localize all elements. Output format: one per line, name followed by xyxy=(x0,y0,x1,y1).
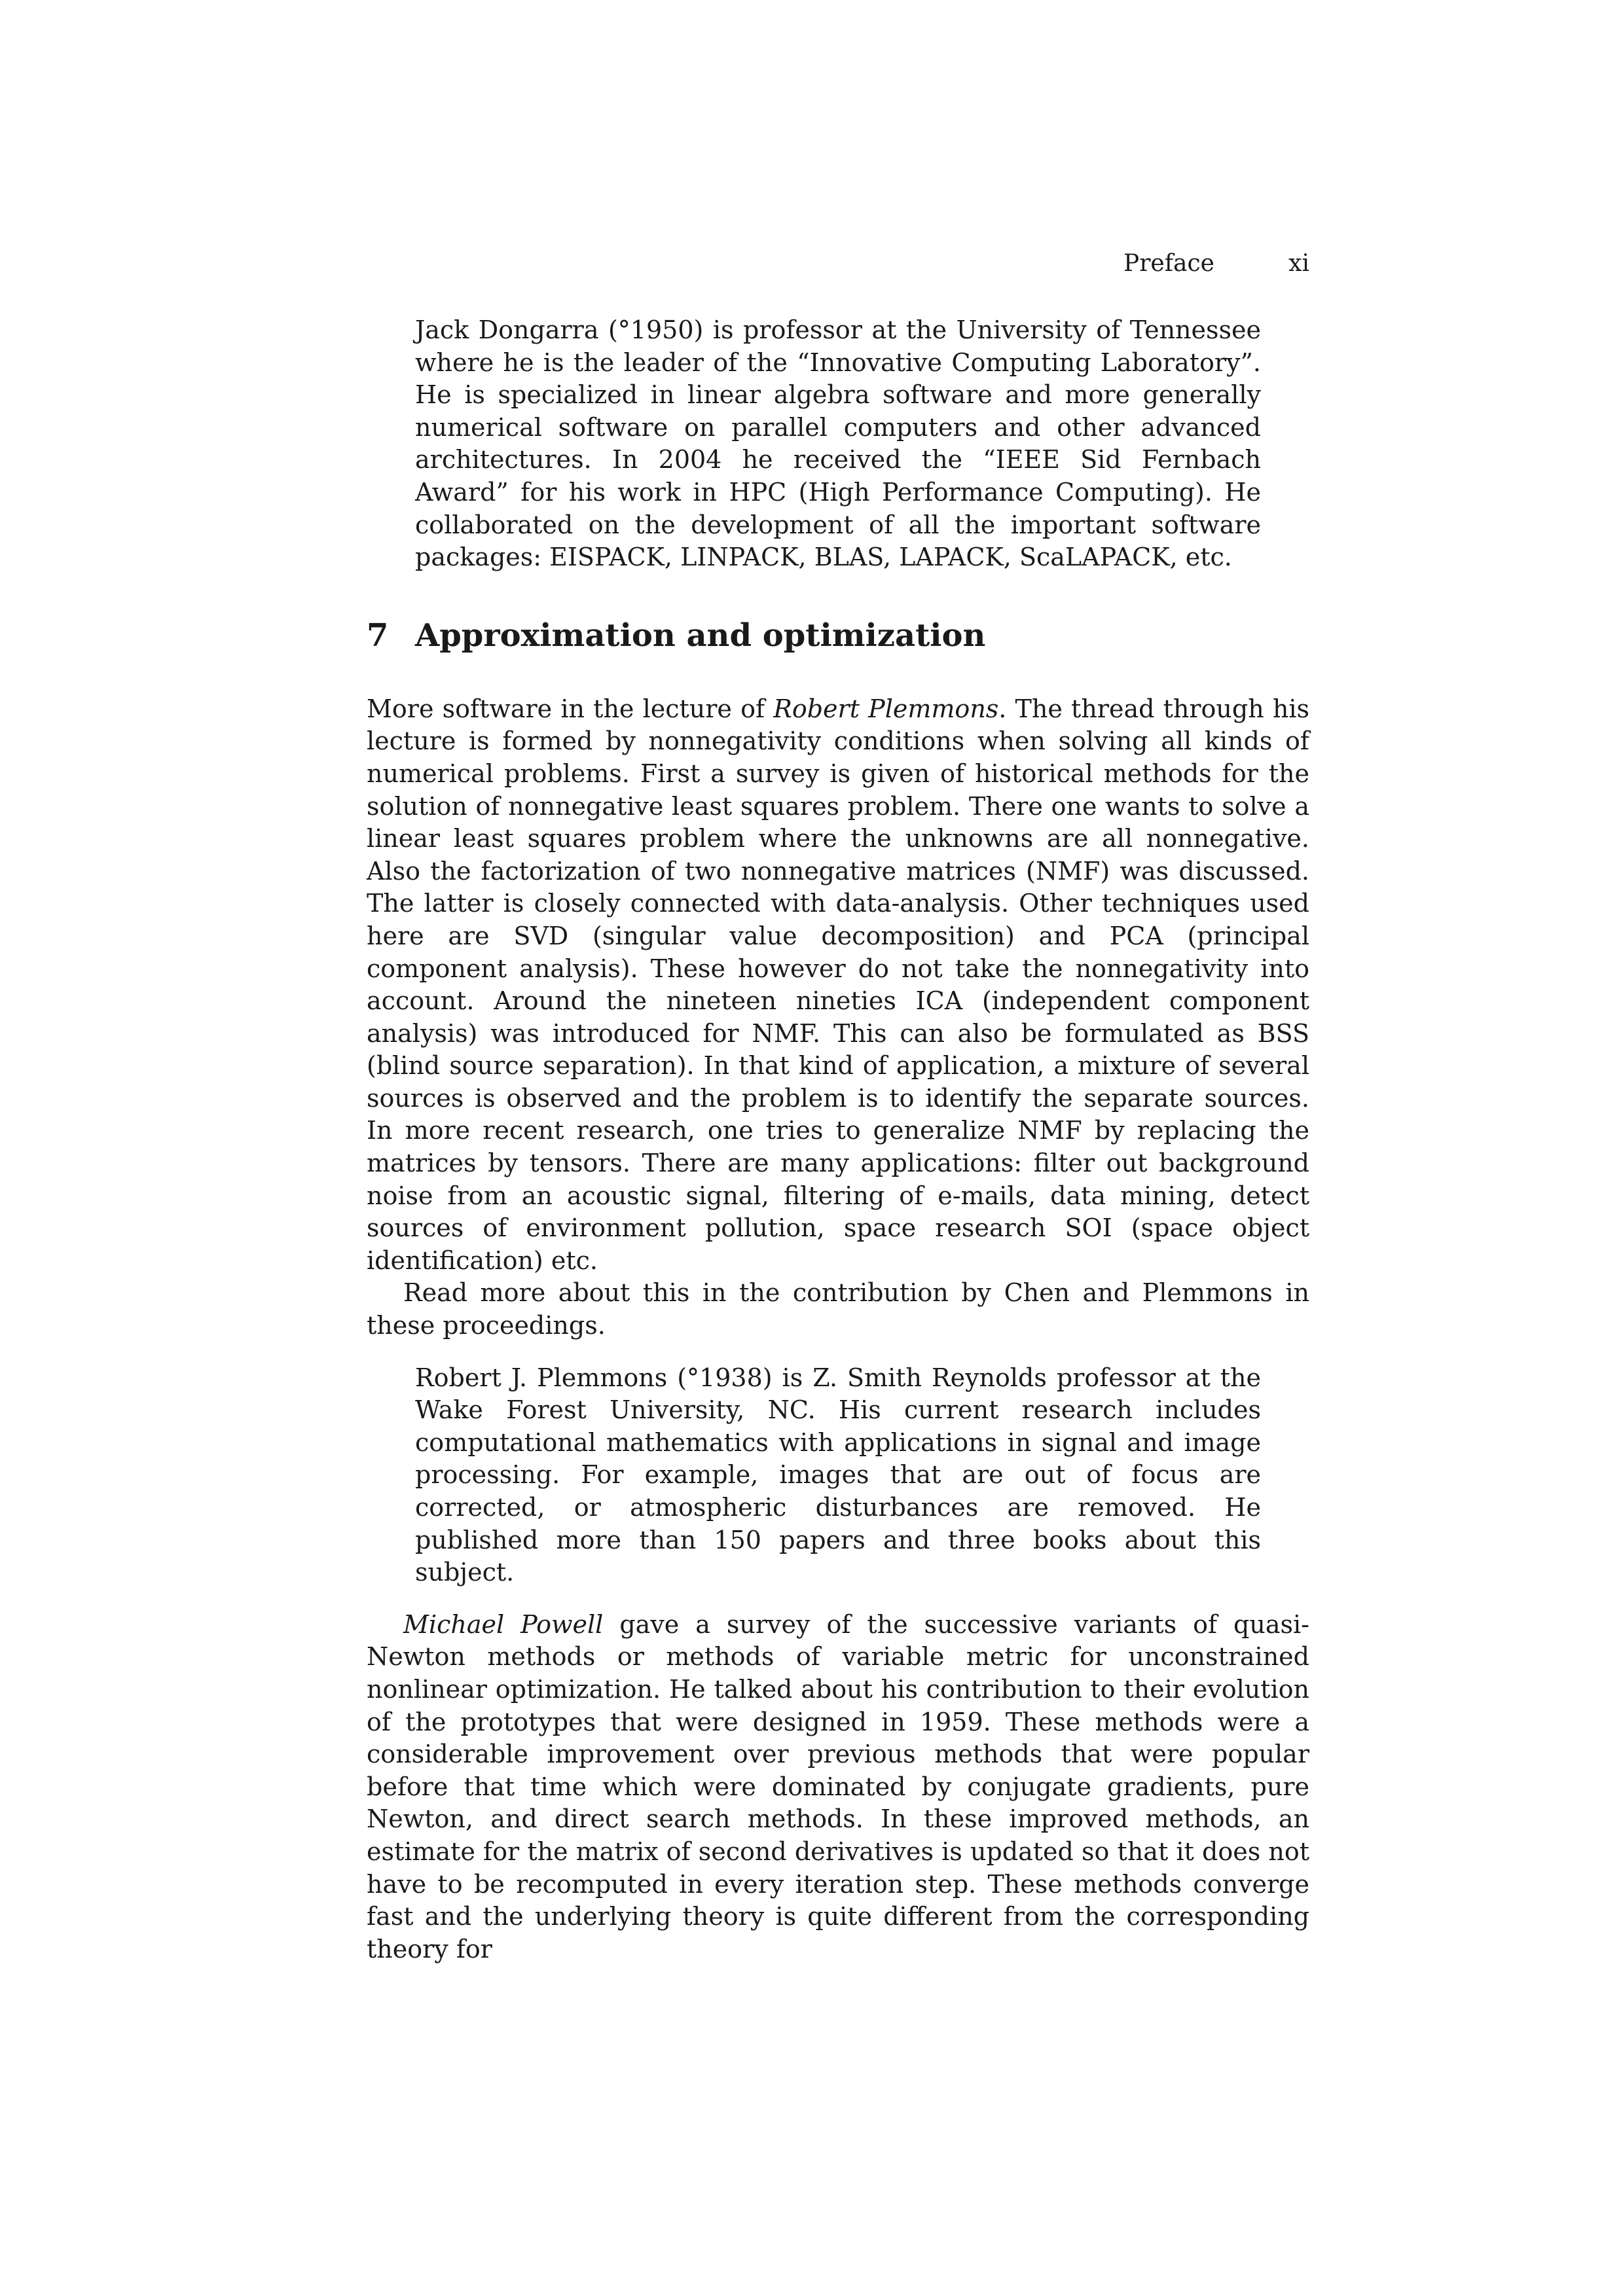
section-heading xyxy=(367,616,1309,655)
section-title: Approximation and optimization xyxy=(415,617,986,654)
plemmons-text: . The thread through his lecture is formed by nonnegativity conditions when solving all kinds of numerical problems. First a survey is given of historical methods for the solution of nonnegative least squares problem. There one wants to solve a linear least squares problem where the unknowns are all nonnegative. Also the factorization of two nonnegative matrices (NMF) was discussed. The latter is closely connected with data-analysis. Other techniques used here are SVD (singular value decomposition) and PCA (principal component analysis). These however do not take the nonnegativity into account. Around the nineteen nineties ICA (independent component analysis) was introduced for NMF. This can also be formulated as BSS (blind source separation). In that kind of application, a mixture of several sources is observed and the problem is to identify the separate sources. In more recent research, one tries to generalize NMF by replacing the matrices by tensors. There are many applications: filter out background noise from an acoustic signal, filtering of e-mails, data mining, detect sources of environment pollution, space research SOI (space object identification) etc. xyxy=(367,694,1309,1275)
main-text xyxy=(367,314,1309,1965)
plemmons-paragraph xyxy=(367,693,1309,1278)
plemmons-lead: More software in the lecture of xyxy=(367,694,774,723)
read-more-paragraph: Read more about this in the contribution by Chen and Plemmons in these proceedings. xyxy=(367,1278,1309,1340)
page-number: xi xyxy=(1288,250,1309,277)
section-number: 7 xyxy=(367,617,389,654)
dongarra-bio: Jack Dongarra (°1950) is professor at the University of Tennessee where he is the leader of the “Innovative Computing Laboratory”. He is specialized in linear algebra software and more generally numerical software on parallel computers and other advanced architectures. In 2004 he received the “IEEE Sid Fernbach Award” for his work in HPC (High Performance Computing). He collaborated on the development of all the important software packages: EISPACK, LINPACK, BLAS, LAPACK, ScaLAPACK, etc. xyxy=(415,315,1261,572)
running-title: Preface xyxy=(1123,250,1214,277)
plemmons-name: Robert Plemmons xyxy=(773,694,999,723)
powell-text: gave a survey of the successive variants of quasi-Newton methods or methods of variable metric for unconstrained nonlinear optimization. He talked about his contribution to their evolution of the prototypes that were designed in 1959. These methods were a considerable improvement over previous methods that were popular before that time which were dominated by conjugate gradients, pure Newton, and direct search methods. In these improved methods, an estimate for the matrix of second derivatives is updated so that it does not have to be recomputed in every iteration step. These methods converge fast and the underlying theory is quite different from the corresponding theory for xyxy=(367,1609,1309,1964)
powell-paragraph xyxy=(367,1609,1309,1966)
running-head xyxy=(367,250,1309,283)
plemmons-bio: Robert J. Plemmons (°1938) is Z. Smith Reynolds professor at the Wake Forest University, NC. His current research includes computational mathematics with applications in signal and image processing. For example, images that are out of focus are corrected, or atmospheric disturbances are removed. He published more than 150 papers and three books about this subject. xyxy=(415,1363,1261,1587)
powell-name: Michael Powell xyxy=(403,1609,604,1639)
